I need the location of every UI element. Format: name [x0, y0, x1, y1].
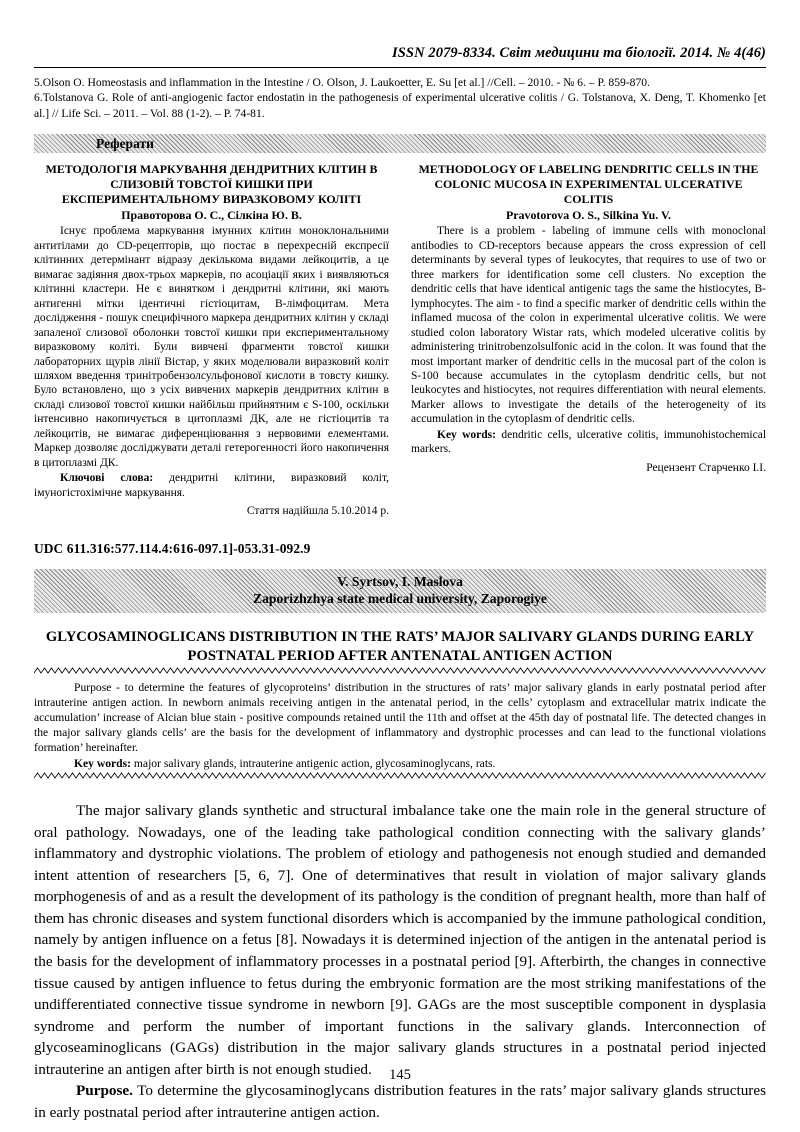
article-keywords-label: Key words:: [74, 756, 131, 770]
abstracts-section-banner: [34, 134, 766, 153]
running-head: ISSN 2079-8334. Світ медицини та біології. 2014. № 4(46): [392, 45, 766, 61]
purpose-label: Purpose.: [76, 1082, 133, 1100]
udc-code: UDC 611.316:577.114.4:616-097.1]-053.31-092.9: [34, 540, 311, 556]
abstracts-two-column-block: [34, 162, 766, 519]
abstract-uk-body: Існує проблема маркування імунних клітин моноклональними антитілами до CD-рецепторів, що постає в перехресній експресії клітинних детермінант відразу декількома видами лейкоцитів, а це вимагає задіяння двох-трьох маркерів, по асоціації яких і виявляються клітинні кластери. Не є винятком і дендритні клітини, які мають антигенні мітки ідентичні гістіоцитам, В-лімфоцитам. Мета дослідження - пошук специфічного маркера дендритних клітин у складі запаленої слизової оболонки товстої кишки при експериментальному виразковому коліті. Були вивчені фрагменти товстої кишки лабораторних щурів лінії Вістар, у яких моделювали виразковий коліт шляхом введення тринітробензолсульфонової кислоти в товсту кишку. Було встановлено, що з усіх вивчених маркерів дендритних клітин в складі слизової товстої кишки найбільш прийнятним є S-100, оскільки інтенсивно накопичується в цитоплазмі ДК, але не гістіоцитів та лейкоцитів, не вимагає диференціювання з нервовими елементами. Маркер дозволяє досліджувати деталі гетерогенності його накопичення в цитоплазмі ДК.: [34, 225, 389, 469]
abstract-uk-keywords-label: Ключові слова:: [60, 472, 154, 485]
abstract-uk-title: МЕТОДОЛОГІЯ МАРКУВАННЯ ДЕНДРИТНИХ КЛІТИН В СЛИЗОВІЙ ТОВСТОЇ КИШКИ ПРИ ЕКСПЕРИМЕНТАЛЬНОМУ ВИРАЗКОВОМУ КОЛІТІ: [45, 162, 378, 207]
abstract-ukrainian: [34, 162, 389, 519]
reference-item: 6.Tolstanova G. Role of anti-angiogenic factor endostatin in the pathogenesis of experimental ulcerative colitis / G. Tolstanova, X. Deng, T. Khomenko [et al.] // Life Sci. – 2011. – Vol. 88 (1-2). – P. 74-81.: [34, 91, 766, 120]
article-summary-keywords: [34, 756, 766, 771]
zigzag-divider-top: [34, 666, 766, 675]
reference-item: 5.Olson O. Homeostasis and inflammation in the Intestine / O. Olson, J. Laukoetter, E. Su [et al.] //Cell. – 2010. - № 6. – P. 859-870.: [34, 75, 650, 89]
abstract-en-keywords-text: dendritic cells, ulcerative colitis, immunohistochemical markers.: [411, 428, 767, 456]
abstract-uk-authors: Правоторова О. С., Сілкіна Ю. В.: [121, 208, 302, 223]
article-authors: V. Syrtsov, I. Maslova: [337, 573, 463, 589]
references-list: [34, 75, 766, 121]
zigzag-divider-bottom: [34, 771, 766, 780]
abstract-en-body: There is a problem - labeling of immune cells with monoclonal antibodies to CD-receptors because appears the cross expression of cell determinants by several types of leukocytes, that requires to use of two or three markers for identification some cell clusters. No exception the dendritic cells that have identical antigenic tags the same the histiocytes, B-lymphocytes. The aim - to find a specific marker of dendritic cells within the inflamed mucosa of the colon in experimental ulcerative colitis. We were studied colon laboratory Wistar rats, which modeled ulcerative colitis by administering trinitrobenzolsulfonic acid in the colon. It was found that the most important marker of dendritic cells in the mucosal part of the colon is S-100 because accumulates in the cytoplasm dendritic cells, but not leukocytes and histiocytes, not requires differentiation with neural elements. Marker allows to investigate the details of the heterogeneity of its accumulation in the cytoplasm of dendritic cells.: [411, 225, 766, 426]
abstract-uk-keywords: [34, 471, 389, 500]
abstract-uk-note: Стаття надійшла 5.10.2014 р.: [246, 505, 389, 518]
article-keywords-text: major salivary glands, intrauterine antigenic action, glycosaminoglycans, rats.: [133, 756, 496, 770]
abstract-en-authors: Pravotorova O. S., Silkina Yu. V.: [506, 208, 671, 223]
body-paragraph-1: The major salivary glands synthetic and structural imbalance take one the main role in the general structure of oral pathology. Nowadays, one of the leading take pathological condition connecting with the salivary glands’ inflammatory and dystrophic violations. The problem of etiology and pathogenesis not enough studied and demanded intent attention of researchers [5, 6, 7]. One of determinatives that result in violation of major salivary glands morphogenesis of and as a result the development of its pathology is the condition of pregnant health, more than half of them has chronic diseases and system functional disorders which is accompanied by the immune pathological condition, namely by antigen influence on a fetus [8]. Nowadays it is determined injection of the antigen in the antenatal period is the basis for the development of inflammatory processes in a postnatal period [9]. Afterbirth, the changes in connective tissue caused by antigen influence to fetus during the embryonic formation are the most striking manifestations of the undifferentiated connective tissue syndrome in newborn [9]. GAGs are the most susceptible component in dysplasia syndrome and perform the number of important functions in the salivary glands. Interconnection of glycoseaminoglicans (GAGs) distribution in the major salivary glands structures in a postnatal period injected intrauterine an antigen after birth is not enough studied.: [34, 801, 766, 1078]
abstract-english: [411, 162, 766, 519]
article-summary: Purpose - to determine the features of glycoproteins’ distribution in the structures of rats’ major salivary glands in early postnatal period after intrauterine antigen action. In newborn animals receiving antigen in the antenatal period, in the cells’ cytoplasm and extracellular matrix indicate the accumulation’ increase of Alcian blue stain - positive compounds retained until the 11th and offset at the 45th day of postnatal life. The detected changes in the major salivary glands cells’ are the basis for the development of inflammatory and dystrophic processes and can lead to the functional violations formation’ hereinafter.: [34, 680, 766, 754]
purpose-text: To determine the glycosaminoglycans distribution features in the rats’ major salivary glands structures in early postnatal period after intrauterine antigen action.: [34, 1082, 766, 1122]
article-authors-banner: [34, 569, 766, 613]
article-affiliation: Zaporizhzhya state medical university, Zaporogiye: [253, 591, 547, 607]
header-rule: [34, 67, 766, 68]
abstract-en-title: METHODOLOGY OF LABELING DENDRITIC CELLS IN THE COLONIC MUCOSA IN EXPERIMENTAL ULCERATIVE COLITIS: [418, 162, 759, 207]
abstract-en-keywords-label: Key words:: [437, 428, 496, 441]
abstract-uk-keywords-text: дендритні клітини, виразковий коліт, імуногістохімічне маркування.: [34, 472, 390, 499]
body-paragraph-purpose: [34, 1080, 766, 1123]
article-title: GLYCOSAMINOGLICANS DISTRIBUTION IN THE RATS’ MAJOR SALIVARY GLANDS DURING EARLY POSTNATAL PERIOD AFTER ANTENATAL ANTIGEN ACTION: [45, 628, 755, 664]
abstracts-banner-label: Реферати: [96, 136, 154, 152]
page-number: 145: [389, 1067, 411, 1083]
abstract-en-keywords: [411, 428, 766, 457]
abstract-en-note: Рецензент Старченко І.І.: [646, 461, 766, 474]
